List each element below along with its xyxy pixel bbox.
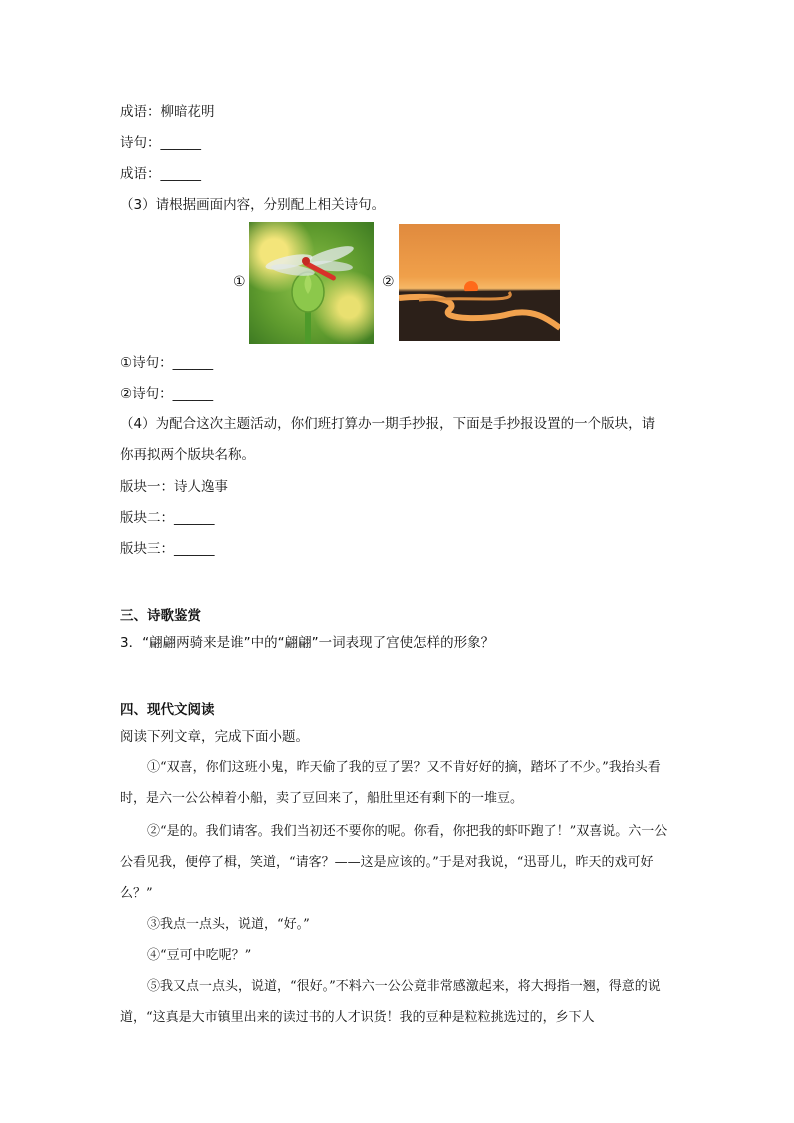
- image-label-1: ①: [233, 274, 246, 290]
- section-3-heading: 三、诗歌鉴赏: [120, 608, 201, 624]
- dragonfly-icon: [249, 222, 374, 344]
- question-3: （3）请根据画面内容，分别配上相关诗句。: [120, 197, 386, 213]
- passage-paragraph-2: ②“是的。我们请客。我们当初还不要你的呢。你看，你把我的虾吓跑了！”双喜说。六一公公看见我，便停了楫，笑道，“请客？——这是应该的。”于是对我说，“迅哥儿，昨天的戏可好么？”: [120, 824, 668, 901]
- poetry-question: 3．“翩翩两骑来是谁”中的“翩翩”一词表现了宫使怎样的形象？: [120, 635, 495, 651]
- section-4-heading: 四、现代文阅读: [120, 702, 215, 718]
- idiom-line-1: 成语：柳暗花明: [120, 104, 215, 120]
- passage-paragraph-1: ①“双喜，你们这班小鬼，昨天偷了我的豆了罢？又不肯好好的摘，踏坏了不少。”我抬头看时，是六一公公棹着小船，卖了豆回来了，船肚里还有剩下的一堆豆。: [120, 760, 661, 806]
- reading-instruction: 阅读下列文章，完成下面小题。: [120, 729, 309, 745]
- sunset-river-photo: [399, 224, 560, 341]
- passage-paragraph-5: ⑤我又点一点头，说道，“很好。”不料六一公公竟非常感激起来，将大拇指一翘，得意的说道，“这真是大市镇里出来的读过书的人才识货！我的豆种是粒粒挑选过的，乡下人: [120, 979, 661, 1025]
- answer-line-1: ①诗句：______: [120, 355, 214, 371]
- block-line-3: 版块三：______: [120, 541, 215, 557]
- poem-blank-line: 诗句：______: [120, 135, 201, 151]
- passage-paragraph-4: ④“豆可中吃呢？”: [147, 948, 252, 963]
- question-4-line-2: 你再拟两个版块名称。: [120, 447, 255, 463]
- sunset-icon: [399, 224, 560, 341]
- answer-line-2: ②诗句：______: [120, 386, 214, 402]
- dragonfly-lotus-photo: [249, 222, 374, 344]
- block-line-2: 版块二：______: [120, 510, 215, 526]
- image-label-2: ②: [382, 274, 395, 290]
- idiom-blank-line: 成语：______: [120, 166, 201, 182]
- block-line-1: 版块一：诗人逸事: [120, 479, 228, 495]
- question-4-line-1: （4）为配合这次主题活动，你们班打算办一期手抄报，下面是手抄报设置的一个版块，请: [120, 416, 656, 432]
- passage-paragraph-3: ③我点一点头，说道，“好。”: [147, 917, 310, 932]
